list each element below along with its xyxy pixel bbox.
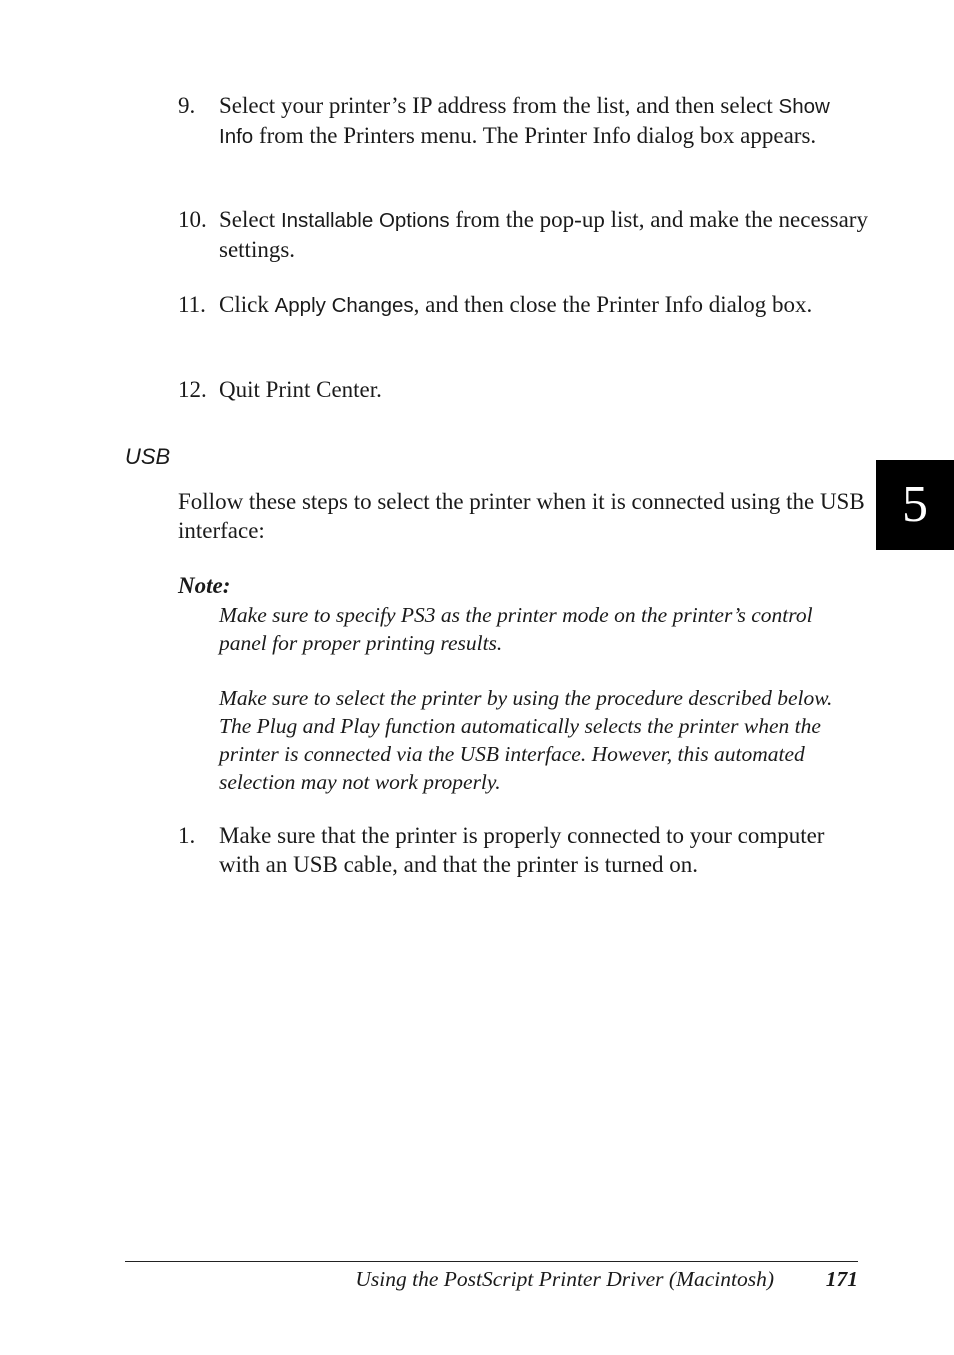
step-text-part: Quit Print Center.: [219, 377, 382, 402]
step-text: [219, 206, 868, 264]
step-text-part: , and then close the Printer Info dialog box.: [413, 292, 813, 317]
step-11: [178, 291, 868, 321]
step-text: [219, 822, 868, 879]
step-12: [178, 376, 868, 405]
step-text-part: Make sure that the printer is properly connected to your computer with an USB cable, and that the printer is turned on.: [219, 823, 825, 877]
step-9: [178, 92, 868, 151]
step-number: 1.: [178, 823, 196, 848]
step-text-part: from the Printers menu. The Printer Info dialog box appears.: [253, 122, 817, 148]
footer-title: Using the PostScript Printer Driver (Macintosh): [355, 1267, 774, 1291]
step-text-part: from the pop-up list, and make the necessary settings.: [219, 207, 868, 262]
menu-item-show-info: Show Info: [219, 95, 830, 148]
step-number: 9.: [178, 93, 196, 118]
step-text: [219, 92, 868, 151]
step-1: [178, 822, 868, 879]
section-heading: USB: [125, 444, 171, 469]
note-paragraph: Make sure to specify PS3 as the printer mode on the printer’s control panel for proper printing results.: [219, 603, 813, 655]
note-paragraph: Make sure to select the printer by using the procedure described below. The Plug and Play function automatically selects the printer when the printer is connected via the USB interface. However, this automated selection may not work properly.: [219, 686, 833, 794]
step-10: [178, 206, 868, 264]
step-number: 11.: [178, 292, 206, 317]
step-text-part: Select your printer’s IP address from the list, and then select: [219, 93, 779, 118]
step-text-part: Select: [219, 207, 281, 232]
note-label: Note:: [178, 573, 231, 598]
step-text: [219, 291, 868, 321]
button-name-apply-changes: Apply Changes: [274, 294, 414, 317]
step-text: [219, 376, 868, 405]
step-text-part: Click: [219, 292, 275, 317]
step-number: 12.: [178, 377, 207, 402]
step-number: 10.: [178, 207, 207, 232]
section-intro: Follow these steps to select the printer when it is connected using the USB interface:: [178, 489, 865, 543]
popup-item-installable-options: Installable Options: [280, 209, 450, 232]
footer-divider: [125, 1261, 858, 1262]
chapter-tab: 5: [876, 460, 954, 550]
page-number: 171: [825, 1267, 858, 1291]
